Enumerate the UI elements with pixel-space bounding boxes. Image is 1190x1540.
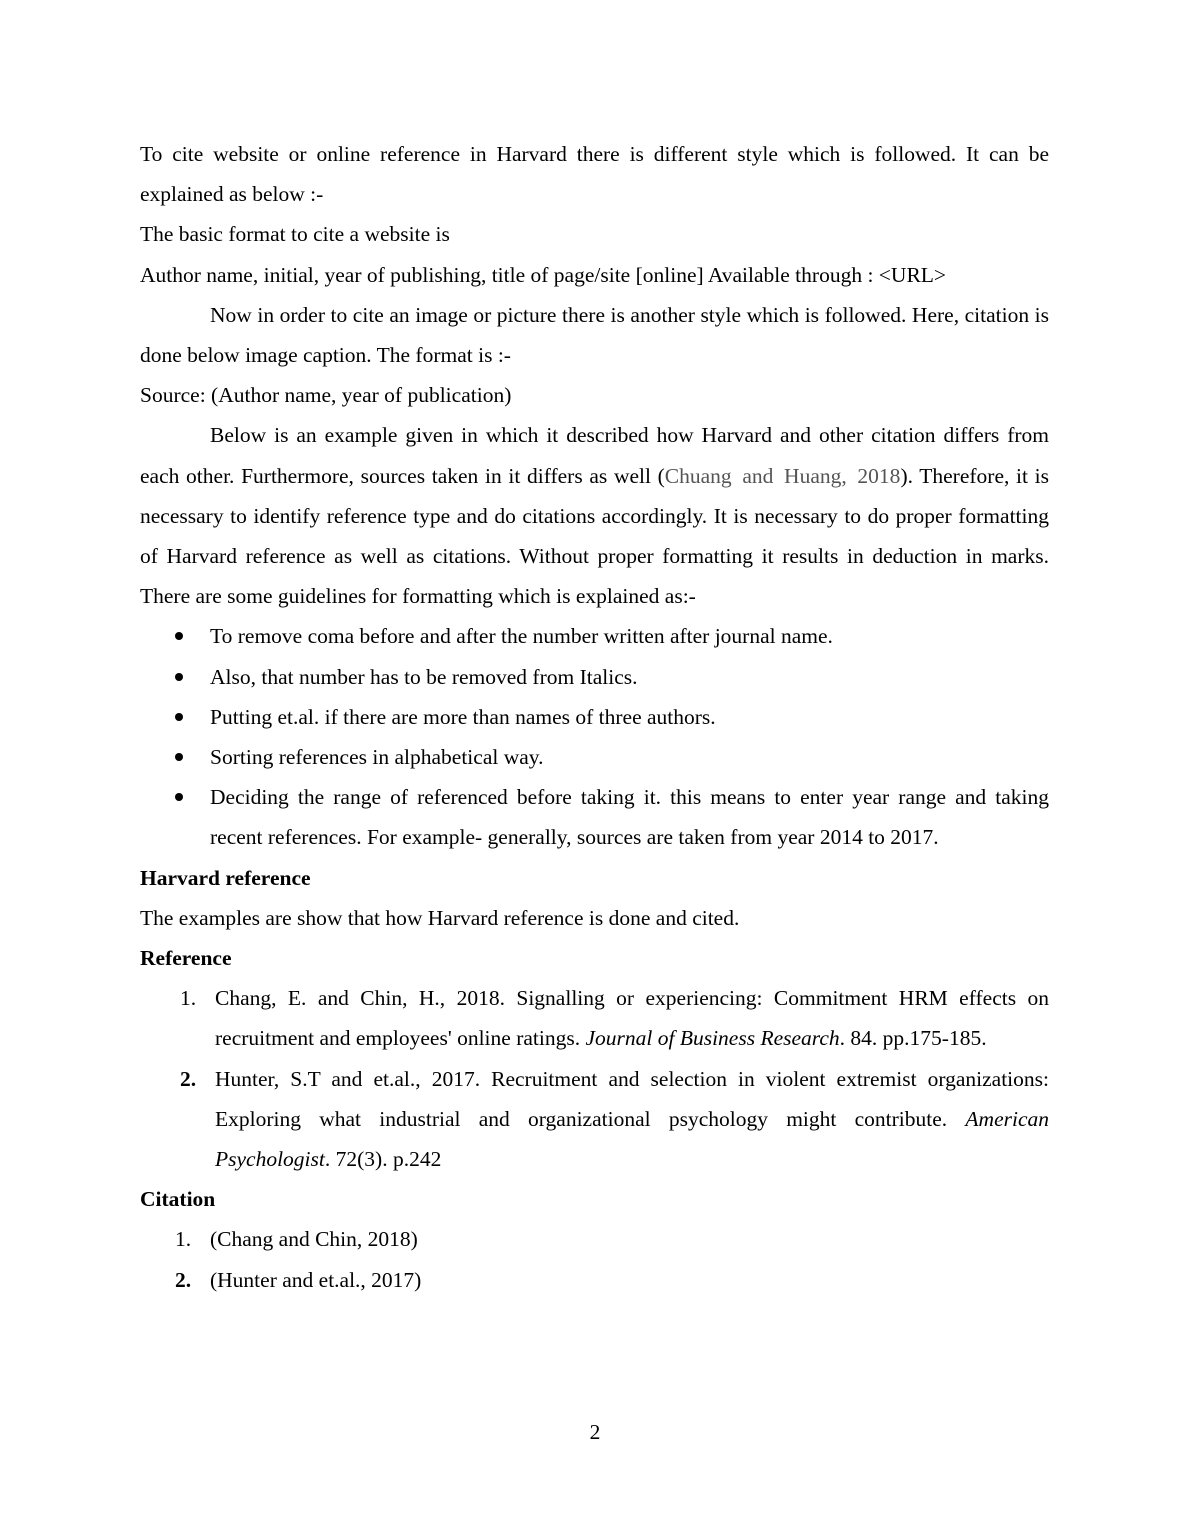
bullet-icon — [175, 673, 183, 681]
page-number: 2 — [589, 1420, 601, 1444]
bullet-icon — [175, 713, 183, 721]
basic-format-line: The basic format to cite a website is — [140, 222, 450, 247]
citation-item: 1. (Chang and Chin, 2018) — [140, 1219, 1049, 1259]
citation-number: 1. — [175, 1227, 192, 1252]
example-text-start: Below is an example given in which it described how Harvard and other citation differs from each other. Furthermore, sources taken in it differs as well ( — [140, 423, 1049, 488]
bullet-icon — [175, 753, 183, 761]
reference-number: 1. — [180, 986, 197, 1011]
journal-title: Journal of Business Research — [585, 1026, 840, 1051]
list-item: Deciding the range of referenced before taking it. this means to enter year range and taking recent references. For example- generally, sources are taken from year 2014 to 2017. — [140, 777, 1049, 857]
reference-item: 2. Hunter, S.T and et.al., 2017. Recruitment and selection in violent extremist organizations: Exploring what industrial and organizational psychology might contribute. American Psychologist. 72(3). p.242 — [140, 1059, 1049, 1180]
list-item: To remove coma before and after the number written after journal name. — [140, 616, 1049, 656]
reference-number: 2. — [180, 1066, 197, 1091]
image-source-format: Source: (Author name, year of publication) — [140, 383, 512, 408]
example-paragraph — [140, 415, 1049, 616]
citation-list — [140, 1219, 1049, 1299]
website-format-line: Author name, initial, year of publishing, title of page/site [online] Available through : <URL> — [140, 262, 947, 287]
journal-title: American Psychologist — [215, 1106, 1049, 1172]
harvard-reference-heading: Harvard reference — [140, 865, 311, 890]
citation-item: 2. (Hunter and et.al., 2017) — [140, 1260, 1049, 1300]
bullet-icon — [175, 632, 183, 640]
list-item: Putting et.al. if there are more than names of three authors. — [140, 697, 1049, 737]
harvard-reference-text: The examples are show that how Harvard reference is done and cited. — [140, 905, 740, 930]
example-text-end: ). Therefore, it is necessary to identify reference type and do citations accordingly. It is necessary to do proper formatting of Harvard reference as well as citations. Without proper formatting it results in deduction in marks. There are some guidelines for formatting which is explained as:- — [140, 463, 1049, 609]
guidelines-list — [140, 616, 1049, 857]
reference-list — [140, 978, 1049, 1179]
list-item: Sorting references in alphabetical way. — [140, 737, 1049, 777]
bullet-icon — [175, 793, 183, 801]
image-citation-paragraph: Now in order to cite an image or picture there is another style which is followed. Here, citation is done below image caption. The format is :- — [140, 302, 1049, 368]
reference-item: 1. Chang, E. and Chin, H., 2018. Signalling or experiencing: Commitment HRM effects on recruitment and employees' online ratings. Journal of Business Research. 84. pp.175-185. — [140, 978, 1049, 1058]
citation-heading: Citation — [140, 1187, 216, 1212]
reference-heading: Reference — [140, 946, 232, 971]
list-item: Also, that number has to be removed from Italics. — [140, 657, 1049, 697]
document-page — [140, 134, 1049, 1300]
intro-paragraph: To cite website or online reference in Harvard there is different style which is followed. It can be explained as below :- — [140, 142, 1049, 207]
inline-citation: Chuang and Huang, 2018 — [664, 463, 901, 488]
citation-number: 2. — [175, 1267, 192, 1292]
